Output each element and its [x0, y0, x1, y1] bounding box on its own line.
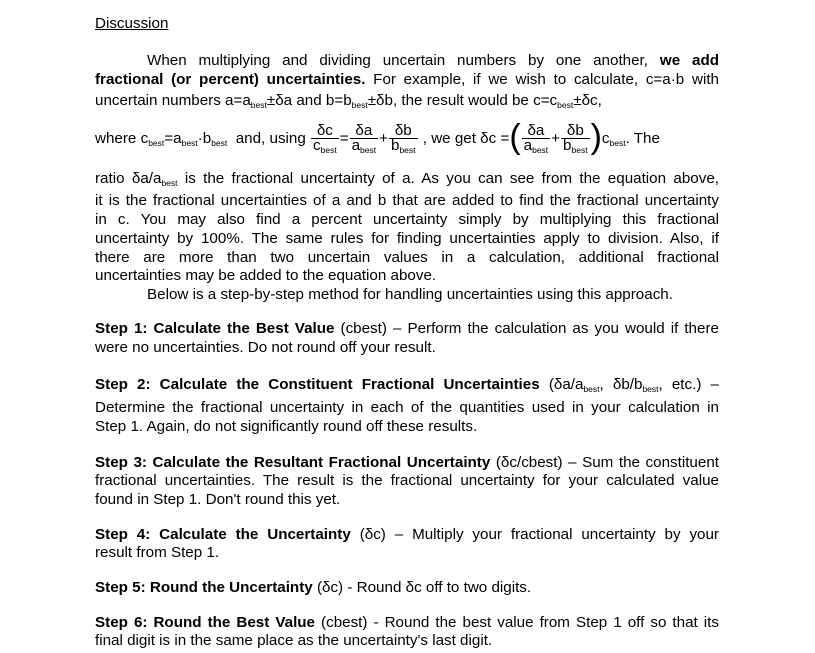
fraction-dc-over-cbest: $\frac{\delta c}{\text{cbest}}$: [313, 122, 337, 155]
step-3-line-1: Step 3: Calculate the Resultant Fractional Uncertainty (δc/cbest) – Sum the constituent: [95, 454, 719, 471]
fraction-da-over-abest: $\frac{\delta a}{\text{abest}}$: [351, 122, 377, 155]
step-1-line-1: Step 1: Calculate the Best Value (cbest) – Perform the calculation as you would if there: [95, 320, 719, 337]
p1-line-11: Below is a step-by-step method for handling uncertainties using this approach.: [147, 286, 673, 303]
step-5-line-1: Step 5: Round the Uncertainty (δc) - Round δc off to two digits.: [95, 579, 532, 596]
step-3-line-2: fractional uncertainties. The result is the fractional uncertainty for your calculated value: [95, 472, 719, 489]
fraction-da-over-abest-2: $\frac{\delta a}{\text{abest}}$: [523, 122, 549, 155]
step-4-line-2: result from Step 1.: [95, 544, 220, 561]
p1-line-3: uncertain numbers a=abest±δa and b=bbest±δb, the result would be c=cbest±δc,: [95, 92, 602, 110]
fraction-db-over-bbest-2: $\frac{\delta b}{\text{bbest}}$: [563, 122, 588, 155]
p1-line-8: uncertainty by 100%. The same rules for finding uncertainties apply to division. Also, if: [95, 230, 719, 247]
step-1-line-2: were no uncertainties. Do not round off your result.: [95, 339, 436, 356]
step-4-line-1: Step 4: Calculate the Uncertainty (δc) – Multiply your fractional uncertainty by your: [95, 526, 719, 543]
p1-line-5: ratio δa/abest is the fractional uncertainty of a. As you can see from the equation above,: [95, 170, 719, 188]
p1-line-1: When multiplying and dividing uncertain numbers by one another, we add: [147, 52, 719, 69]
step-3-line-3: found in Step 1. Don't round this yet.: [95, 491, 341, 508]
p1-line-6: it is the fractional uncertainties of a and b that are added to find the fractional uncertainty: [95, 192, 719, 209]
fraction-db-over-bbest: $\frac{\delta b}{\text{bbest}}$: [391, 122, 416, 155]
step-2-line-1: Step 2: Calculate the Constituent Fractional Uncertainties (δa/abest, δb/bbest, etc.) –: [95, 376, 719, 394]
step-2-line-3: Step 1. Again, do not significantly round off these results.: [95, 418, 478, 435]
step-6-line-2: final digit is in the same place as the uncertainty's last digit.: [95, 632, 493, 649]
p1-line-9: there are more than two uncertain values in a calculation, additional fractional: [95, 249, 719, 266]
step-6-line-1: Step 6: Round the Best Value (cbest) - Round the best value from Step 1 off so that its: [95, 614, 719, 631]
p1-line-7: in c. You may also find a percent uncertainty simply by multiplying this fractional: [95, 211, 719, 228]
p1-line-2: fractional (or percent) uncertainties. For example, if we wish to calculate, c=a·b with: [95, 71, 719, 88]
section-heading: Discussion: [95, 15, 169, 32]
step-2-line-2: Determine the fractional uncertainty in each of the quantities used in your calculation in: [95, 399, 719, 416]
p1-line-10: uncertainties may be added to the equation above.: [95, 267, 437, 284]
formula-line: where cbest=abest·bbest and, using $\frac{\delta c}{\text{cbest}}$ = $\frac{\delta a}{\text{abest}}$ + $\frac{\delta b}{\text{bbest}}$ , we get δc =( $\frac{\delta a}{\text{abest}}$ + $\frac{\delta b}{\text{bbest}}$ )cbest. The: [95, 118, 660, 156]
